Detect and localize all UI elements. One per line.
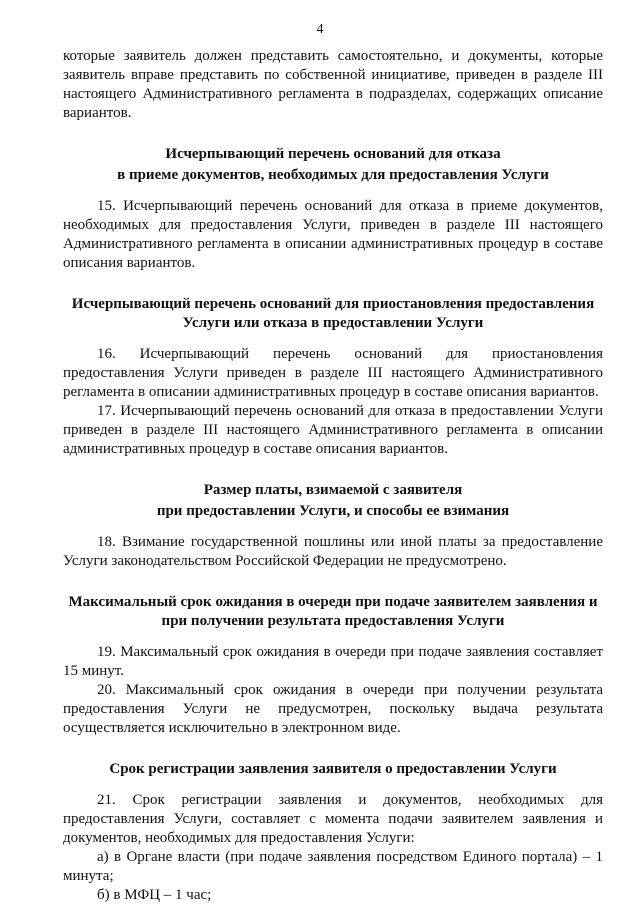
document-body xyxy=(63,47,603,905)
section-heading-refusal-acceptance xyxy=(63,145,603,185)
intro-paragraph: которые заявитель должен представить самостоятельно, и документы, которые заявитель вправе представить по собственной инициативе, приведен в разделе III настоящего Административного регламента в подразделах, содержащих описание вариантов. xyxy=(63,48,603,121)
paragraph-15: 15. Исчерпывающий перечень оснований для отказа в приеме документов, необходимых для предоставления Услуги, приведен в разделе III настоящего Административного регламента в описании административных процедур в составе описания вариантов. xyxy=(63,198,603,271)
section-heading-suspension-refusal xyxy=(63,295,603,333)
section-heading-line: при получении результата предоставления Услуги xyxy=(161,613,505,629)
paragraph-19: 19. Максимальный срок ожидания в очереди при подаче заявления составляет 15 минут. xyxy=(63,644,603,679)
paragraph-16: 16. Исчерпывающий перечень оснований для приостановления предоставления Услуги приведен в разделе III настоящего Административного регламента в описании административных процедур в составе описания вариантов. xyxy=(63,346,603,400)
section-heading-line: при предоставлении Услуги, и способы ее взимания xyxy=(156,503,510,519)
paragraph-18: 18. Взимание государственной пошлины или иной платы за предоставление Услуги законодательством Российской Федерации не предусмотрено. xyxy=(63,534,603,569)
section-heading-queue-time xyxy=(63,593,603,631)
section-heading-line: Услуги или отказа в предоставлении Услуги xyxy=(182,315,484,331)
section-heading-line: Срок регистрации заявления заявителя о предоставлении Услуги xyxy=(109,761,557,777)
section-heading-fee xyxy=(63,481,603,521)
section-heading-line: в приеме документов, необходимых для предоставления Услуги xyxy=(117,167,549,183)
paragraph-21-item-a: а) в Органе власти (при подаче заявления посредством Единого портала) – 1 минута; xyxy=(63,849,603,884)
section-heading-registration-time xyxy=(63,760,603,779)
paragraph-17: 17. Исчерпывающий перечень оснований для отказа в предоставлении Услуги приведен в разделе III настоящего Административного регламента в описании административных процедур в составе описания вариантов. xyxy=(63,403,603,457)
paragraph-20: 20. Максимальный срок ожидания в очереди при получении результата предоставления Услуги не предусмотрен, поскольку выдача результата осуществляется исключительно в электронном виде. xyxy=(63,682,603,736)
section-heading-line: Исчерпывающий перечень оснований для приостановления предоставления xyxy=(71,296,595,312)
paragraph-21-item-b: б) в МФЦ – 1 час; xyxy=(97,887,212,903)
section-heading-line: Исчерпывающий перечень оснований для отказа xyxy=(165,146,501,162)
section-heading-line: Размер платы, взимаемой с заявителя xyxy=(203,482,463,498)
page-number: 4 xyxy=(316,22,324,37)
section-heading-line: Максимальный срок ожидания в очереди при подаче заявителем заявления и xyxy=(68,594,598,610)
paragraph-21: 21. Срок регистрации заявления и документов, необходимых для предоставления Услуги, составляет с момента подачи заявителем заявления и документов, необходимых для предоставления Услуги: xyxy=(63,792,603,846)
